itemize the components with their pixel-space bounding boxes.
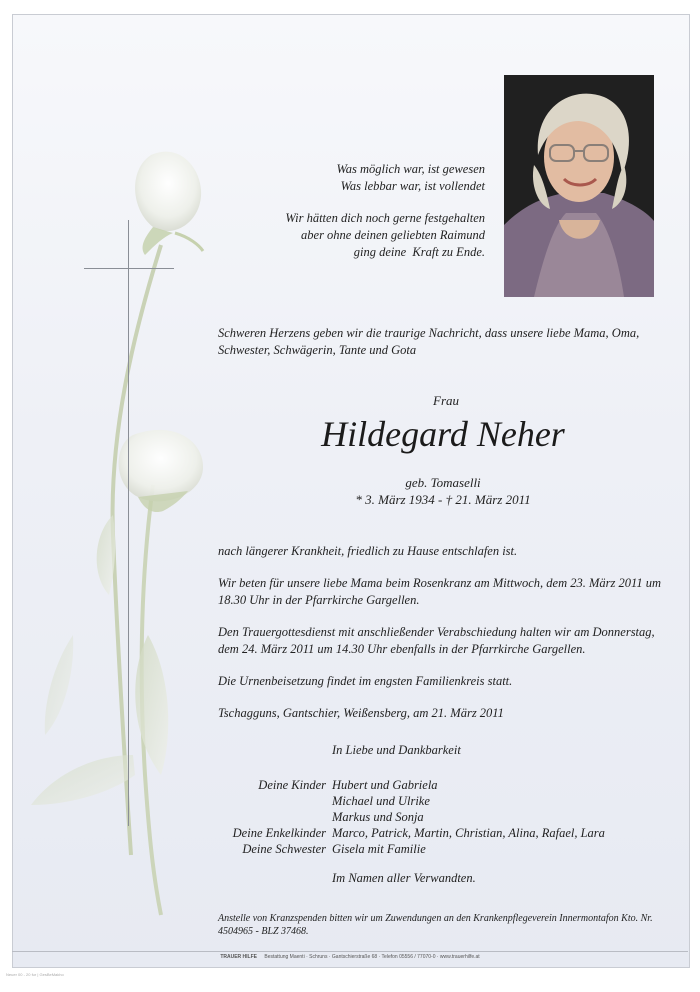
family-names [332,825,605,841]
poem-line: Was lebbar war, ist vollendet [340,179,485,193]
family-name: Marco, Patrick, Martin, Christian, Alina, Rafael, Lara [332,826,605,840]
cross-bar [84,268,174,269]
family-list [203,777,605,857]
family-row [203,777,605,825]
maiden-name: geb. Tomaselli [405,475,481,490]
announcement-intro: Schweren Herzens geben wir die traurige Nachricht, dass unsere liebe Mama, Oma, Schwester, Schwägerin, Tante und Gota [218,326,640,357]
body-paragraph: Die Urnenbeisetzung findet im engsten Familienkreis statt. [218,674,513,688]
life-dates: * 3. März 1934 - † 21. März 2011 [355,492,531,507]
portrait-photo [504,75,654,297]
footer [12,954,688,960]
family-row [203,841,605,857]
portrait-image [504,75,654,297]
body-paragraph: nach längerer Krankheit, friedlich zu Hause entschlafen ist. [218,544,518,558]
family-name: Hubert und Gabriela [332,778,438,792]
deceased-name: Hildegard Neher [321,414,565,454]
poem-stanza-2 [285,210,485,261]
body-paragraph: Wir beten für unsere liebe Mama beim Rosenkranz am Mittwoch, dem 23. März 2011 um 18.30 Uhr in der Pfarrkirche Gargellen. [218,576,661,607]
signature-line: Im Namen aller Verwandten. [332,871,476,885]
cross-icon [128,220,129,826]
body-paragraph: Tschagguns, Gantschier, Weißensberg, am 21. März 2011 [218,706,504,720]
family-names [332,777,438,825]
family-name: Gisela mit Familie [332,842,426,856]
family-names [332,841,426,857]
body-paragraph: Den Trauergottesdienst mit anschließender Verabschiedung halten wir am Donnerstag, dem 24. März 2011 um 14.30 Uhr ebenfalls in der Pfarrkirche Gargellen. [218,625,655,656]
family-row [203,825,605,841]
poem-line: ging deine Kraft zu Ende. [353,245,485,259]
family-label: Deine Schwester [242,842,326,856]
family-name: Markus und Sonja [332,810,424,824]
name-prefix: Frau [433,393,459,408]
poem-line: aber ohne deinen geliebten Raimund [301,228,485,242]
white-rose-icon [13,15,233,967]
closing-line: In Liebe und Dankbarkeit [332,743,461,757]
donation-note: Anstelle von Kranzspenden bitten wir um Zuwendungen an den Krankenpflegeverein Innermontafon Kto. Nr. 4504965 - BLZ 37468. [218,913,653,937]
poem-stanza-1 [285,161,485,195]
obituary-card [12,14,690,968]
family-label: Deine Kinder [258,778,326,792]
print-code: Neuer 00 - 20 fur | GesBeMakho [6,972,64,977]
footer-divider [12,951,688,952]
footer-details: Bestattung Maenti · Schruns · Gantschierstraße 68 · Telefon 05556 / 77070-0 · www.trauerhilfe.at [264,954,480,960]
family-name: Michael und Ulrike [332,794,430,808]
footer-brand: TRAUER HILFE [220,954,257,960]
poem-line: Was möglich war, ist gewesen [336,162,485,176]
family-label: Deine Enkelkinder [232,826,326,840]
announcement-body [218,543,668,737]
poem-line: Wir hätten dich noch gerne festgehalten [285,211,485,225]
poem [285,161,485,276]
